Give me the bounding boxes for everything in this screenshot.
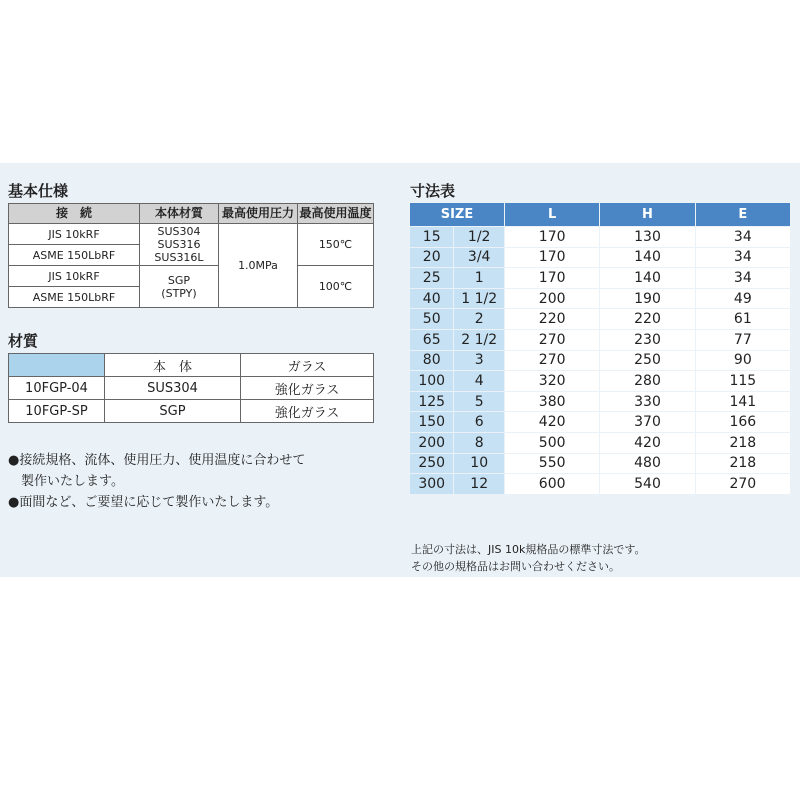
spec-material-line: SUS316L: [154, 251, 204, 264]
dims-size-inch: 3/4: [454, 247, 505, 268]
dims-e: 61: [695, 309, 790, 330]
dims-row: [410, 391, 791, 412]
dims-size-inch: 8: [454, 432, 505, 453]
dims-e: 34: [695, 227, 790, 248]
dims-size-mm: 65: [410, 329, 454, 350]
dims-e: 49: [695, 288, 790, 309]
dims-l: 320: [505, 371, 600, 392]
dims-h: 330: [600, 391, 695, 412]
material-header-glass: ガラス: [241, 354, 374, 377]
dims-l: 600: [505, 474, 600, 495]
material-body: SGP: [105, 400, 241, 423]
dims-row: [410, 432, 791, 453]
dims-footnote-1: 上記の寸法は、JIS 10k規格品の標準寸法です。: [411, 543, 646, 556]
dims-row: [410, 268, 791, 289]
dims-h: 140: [600, 247, 695, 268]
dims-l: 170: [505, 227, 600, 248]
dims-size-mm: 25: [410, 268, 454, 289]
dims-l: 550: [505, 453, 600, 474]
material-model: 10FGP-SP: [9, 400, 105, 423]
dims-h: 540: [600, 474, 695, 495]
dims-h: 190: [600, 288, 695, 309]
spec-conn: JIS 10kRF: [9, 224, 140, 245]
dims-size-inch: 5: [454, 391, 505, 412]
material-glass: 強化ガラス: [241, 400, 374, 423]
dims-row: [410, 247, 791, 268]
dims-title: 寸法表: [410, 182, 456, 200]
dims-h: 480: [600, 453, 695, 474]
dims-row: [410, 371, 791, 392]
dims-size-inch: 4: [454, 371, 505, 392]
dims-h: 220: [600, 309, 695, 330]
dims-e: 141: [695, 391, 790, 412]
notes: [8, 450, 305, 513]
material-header-blank: [9, 354, 105, 377]
material-title: 材質: [8, 332, 39, 350]
spec-conn: JIS 10kRF: [9, 266, 140, 287]
dims-e: 166: [695, 412, 790, 433]
spec-header-temp: 最高使用温度: [298, 204, 374, 224]
dims-size-inch: 2 1/2: [454, 329, 505, 350]
dims-size-mm: 100: [410, 371, 454, 392]
dims-row: [410, 288, 791, 309]
spec-title: 基本仕様: [8, 182, 69, 200]
dims-l: 270: [505, 329, 600, 350]
dims-h: 370: [600, 412, 695, 433]
dims-size-inch: 3: [454, 350, 505, 371]
dims-l: 220: [505, 309, 600, 330]
dims-size-mm: 250: [410, 453, 454, 474]
dims-size-mm: 200: [410, 432, 454, 453]
spec-material-line: SGP: [167, 273, 191, 287]
dims-l: 380: [505, 391, 600, 412]
dims-size-mm: 80: [410, 350, 454, 371]
dims-l: 170: [505, 247, 600, 268]
dims-size-mm: 125: [410, 391, 454, 412]
dims-header-size: SIZE: [410, 203, 505, 227]
dims-size-inch: 1: [454, 268, 505, 289]
dims-size-mm: 50: [410, 309, 454, 330]
dims-h: 230: [600, 329, 695, 350]
dims-row: [410, 350, 791, 371]
dims-header-e: E: [695, 203, 790, 227]
dims-size-mm: 20: [410, 247, 454, 268]
dims-table: [409, 202, 791, 495]
dims-row: [410, 227, 791, 248]
spec-material-a: [140, 224, 219, 266]
material-table: [8, 353, 374, 423]
dims-h: 420: [600, 432, 695, 453]
dims-header-l: L: [505, 203, 600, 227]
dims-l: 270: [505, 350, 600, 371]
note-line: ●面間など、ご要望に応じて製作いたします。: [8, 495, 279, 510]
dims-size-mm: 300: [410, 474, 454, 495]
spec-conn: ASME 150LbRF: [9, 245, 140, 266]
material-body: SUS304: [105, 377, 241, 400]
spec-temp-a: 150℃: [298, 224, 374, 266]
dims-header-h: H: [600, 203, 695, 227]
dims-e: 218: [695, 453, 790, 474]
spec-temp-b: 100℃: [298, 266, 374, 308]
material-glass: 強化ガラス: [241, 377, 374, 400]
dims-e: 34: [695, 247, 790, 268]
dims-row: [410, 474, 791, 495]
dims-size-mm: 150: [410, 412, 454, 433]
dims-size-inch: 1/2: [454, 227, 505, 248]
spec-conn: ASME 150LbRF: [9, 287, 140, 308]
spec-material-line: SUS304: [157, 225, 201, 238]
dims-h: 130: [600, 227, 695, 248]
dims-e: 77: [695, 329, 790, 350]
dims-footnote-2: その他の規格品はお問い合わせください。: [411, 560, 620, 573]
spec-table: [8, 203, 374, 308]
dims-e: 270: [695, 474, 790, 495]
spec-material-line: (STPY): [161, 286, 197, 300]
spec-header-conn: 接 続: [9, 204, 140, 224]
dims-row: [410, 329, 791, 350]
note-line: 製作いたします。: [8, 474, 124, 489]
dims-size-inch: 10: [454, 453, 505, 474]
dims-h: 140: [600, 268, 695, 289]
dims-size-inch: 2: [454, 309, 505, 330]
dims-size-inch: 6: [454, 412, 505, 433]
material-header-body: 本 体: [105, 354, 241, 377]
material-model: 10FGP-04: [9, 377, 105, 400]
dims-size-mm: 15: [410, 227, 454, 248]
dims-h: 280: [600, 371, 695, 392]
dims-row: [410, 453, 791, 474]
dims-row: [410, 309, 791, 330]
dims-e: 90: [695, 350, 790, 371]
spec-header-material: 本体材質: [140, 204, 219, 224]
dims-l: 420: [505, 412, 600, 433]
dims-l: 500: [505, 432, 600, 453]
dims-e: 34: [695, 268, 790, 289]
dims-l: 170: [505, 268, 600, 289]
note-line: ●接続規格、流体、使用圧力、使用温度に合わせて: [8, 453, 306, 468]
dims-size-mm: 40: [410, 288, 454, 309]
dims-h: 250: [600, 350, 695, 371]
spec-material-line: SUS316: [157, 238, 201, 251]
dims-size-inch: 1 1/2: [454, 288, 505, 309]
dims-e: 115: [695, 371, 790, 392]
spec-pressure: 1.0MPa: [219, 224, 298, 308]
dims-size-inch: 12: [454, 474, 505, 495]
dims-l: 200: [505, 288, 600, 309]
dims-row: [410, 412, 791, 433]
dims-e: 218: [695, 432, 790, 453]
spec-material-b: [140, 266, 219, 308]
spec-header-pressure: 最高使用圧力: [219, 204, 298, 224]
